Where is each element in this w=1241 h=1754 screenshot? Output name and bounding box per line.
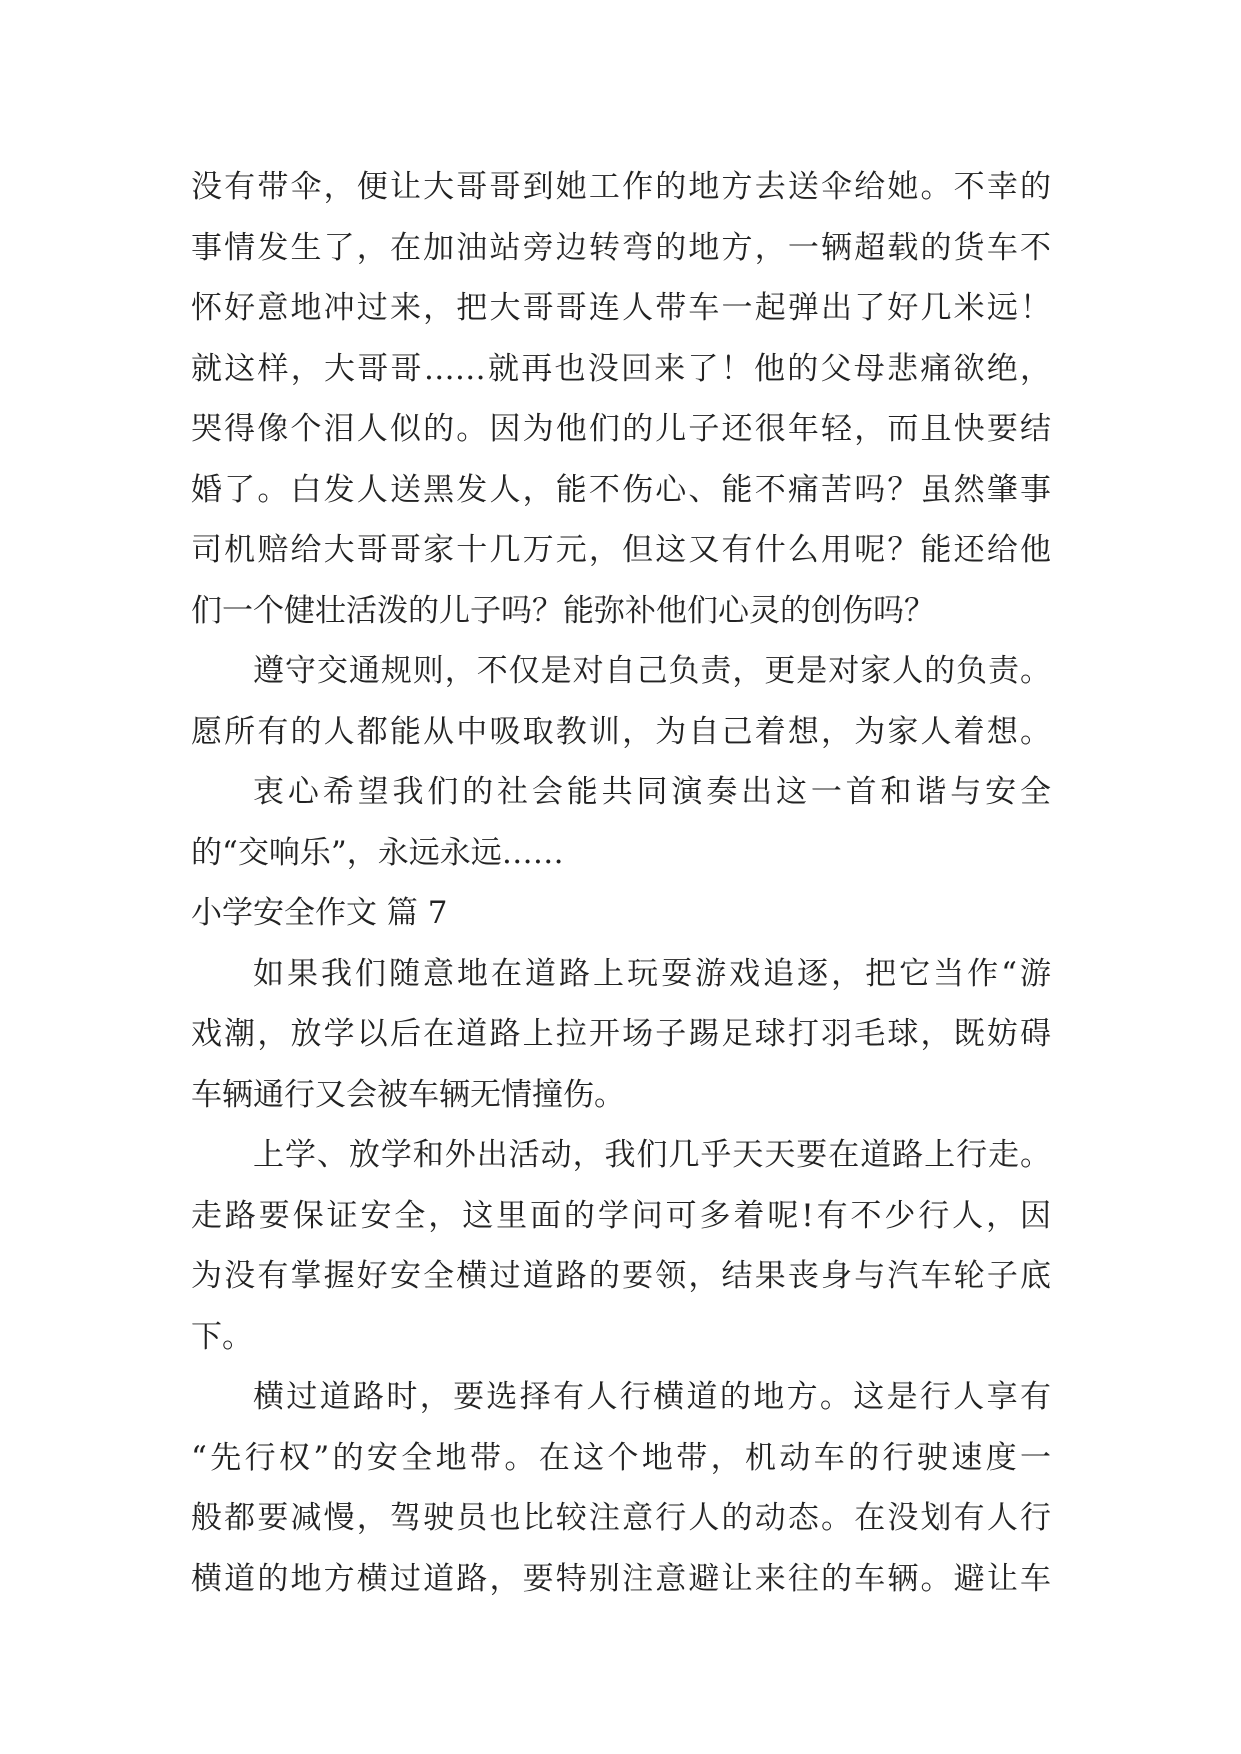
text-line: 就这样，大哥哥……就再也没回来了！他的父母悲痛欲绝， bbox=[191, 350, 1051, 387]
text-line: 们一个健壮活泼的儿子吗？能弥补他们心灵的创伤吗？ bbox=[191, 592, 935, 629]
paragraph-first-line: 遵守交通规则，不仅是对自己负责，更是对家人的负责。 bbox=[253, 653, 1051, 689]
paragraph-first-line: 上学、放学和外出活动，我们几乎天天要在道路上行走。 bbox=[253, 1137, 1051, 1173]
paragraph-first-line: 如果我们随意地在道路上玩耍游戏追逐，把它当作“游 bbox=[253, 955, 1051, 992]
text-line: 般都要减慢，驾驶员也比较注意行人的动态。在没划有人行 bbox=[191, 1500, 1051, 1536]
text-line: 事情发生了，在加油站旁边转弯的地方，一辆超载的货车不 bbox=[191, 229, 1051, 266]
text-line: 怀好意地冲过来，把大哥哥连人带车一起弹出了好几米远！ bbox=[191, 290, 1051, 326]
paragraph-first-line: 衷心希望我们的社会能共同演奏出这一首和谐与安全 bbox=[253, 774, 1051, 810]
text-line: 为没有掌握好安全横过道路的要领，结果丧身与汽车轮子底 bbox=[191, 1258, 1051, 1294]
section-heading: 小学安全作文 篇 7 bbox=[191, 895, 448, 931]
paragraph-first-line: 横过道路时，要选择有人行横道的地方。这是行人享有 bbox=[253, 1379, 1051, 1415]
text-line: 横道的地方横过道路，要特别注意避让来往的车辆。避让车 bbox=[191, 1560, 1051, 1597]
text-line: “先行权”的安全地带。在这个地带，机动车的行驶速度一 bbox=[191, 1439, 1051, 1476]
text-line: 愿所有的人都能从中吸取教训，为自己着想，为家人着想。 bbox=[191, 713, 1051, 750]
text-line: 的“交响乐”，永远永远…… bbox=[191, 834, 564, 871]
text-line: 走路要保证安全，这里面的学问可多着呢!有不少行人，因 bbox=[191, 1197, 1051, 1234]
text-line: 戏潮，放学以后在道路上拉开场子踢足球打羽毛球，既妨碍 bbox=[191, 1016, 1051, 1052]
text-line: 哭得像个泪人似的。因为他们的儿子还很年轻，而且快要结 bbox=[191, 411, 1051, 447]
document-body bbox=[191, 157, 1051, 1609]
text-line: 下。 bbox=[191, 1318, 253, 1355]
text-line: 车辆通行又会被车辆无情撞伤。 bbox=[191, 1076, 625, 1113]
text-line: 婚了。白发人送黑发人，能不伤心、能不痛苦吗？虽然肇事 bbox=[191, 471, 1051, 508]
text-line: 司机赔给大哥哥家十几万元，但这又有什么用呢？能还给他 bbox=[191, 532, 1051, 568]
text-line: 没有带伞，便让大哥哥到她工作的地方去送伞给她。不幸的 bbox=[191, 169, 1051, 205]
